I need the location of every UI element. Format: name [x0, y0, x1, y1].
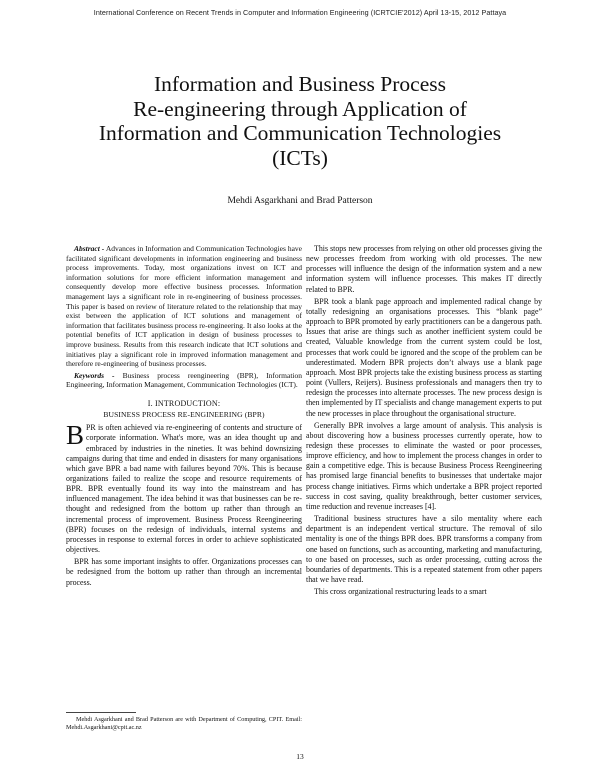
conference-header: International Conference on Recent Trends in Computer and Information Engineering (ICRTCIE'2012) April 13-15, 2012 Pattaya: [93, 8, 507, 17]
left-column: [66, 244, 302, 590]
abstract-label: Abstract -: [74, 244, 105, 253]
section-subheading: BUSINESS PROCESS RE-ENGINEERING (BPR): [103, 410, 265, 420]
authors: Mehdi Asgarkhani and Brad Patterson: [227, 196, 373, 206]
title-line: (ICTs): [272, 145, 328, 170]
body-paragraph: Generally BPR involves a large amount of analysis. This analysis is about discovering how a business processes currently operate, how to redesign these processes to eliminate the wasted or poor processes, improve efficiency, and how to implement the process changes in order to gain a competitive edge. This is because Business Process Reengineering has promised large financial benefits to businesses that undertake major process change initiatives. Firms which undertake a BPR project reported success in cost saving, quality breakthrough, better customer services, time reduction and revenue increases [4].: [306, 420, 542, 511]
right-column: [306, 244, 542, 599]
intro-paragraph: [66, 420, 302, 555]
author-footnote: Mehdi Asgarkhani and Brad Patterson are with Department of Computing, CPIT. Email: Mehdi.Asgarkhani@cpit.ac.nz: [66, 716, 302, 731]
title-line: Information and Business Process: [153, 72, 446, 96]
paper-title: [60, 72, 540, 170]
title-line: Re-engineering through Application of: [133, 96, 467, 121]
page-number: 13: [296, 752, 304, 761]
body-paragraph: This stops new processes from relying on other old processes giving the new processes freedom from working with old processes. The new processes will influence the design of the information system and a new information system will influence processes. This makes IT directly related to BPR.: [306, 244, 542, 294]
keywords: [66, 371, 302, 390]
drop-cap: B: [66, 420, 85, 451]
keywords-label: Keywords -: [74, 370, 115, 380]
abstract: [66, 244, 302, 369]
abstract-text: Advances in Information and Communication Technologies have facilitated significant developments in information engineering and business process improvements. Today, most organizations invest on ICT and information solutions for more efficient information management and consequently develop more effective business processes. Information management lays a significant role in re-engineering of business processes. This paper is based on review of literature related to the relationship that may exist between the application of ICT solutions and management of information that facilitates business process re-engineering. It also looks at the potential benefits of ICT application in design of business processes to improve business. Results from this research indicate that ICT solutions and initiatives play a significant role in improved information management and therefore re-engineering of business processes.: [66, 244, 302, 369]
keywords-text: Business process reengineering (BPR), Information Engineering, Information Management, Communication Technologies (ICT).: [66, 370, 303, 390]
footnote-rule: [66, 712, 136, 713]
body-paragraph: Traditional business structures have a silo mentality where each department is an independent vertical structure. The removal of silo mentality is one of the things BPR does. BPR transforms a company from one based on functions, such as accounting, marketing and manufacturing, to one based on processes, such as order processing, cutting across the boundaries of departments. This is a repeated statement from other papers that we have read.: [306, 514, 542, 584]
body-paragraph: This cross organizational restructuring leads to a smart: [314, 587, 487, 597]
title-line: Information and Communication Technologies: [98, 121, 502, 145]
body-paragraph: BPR has some important insights to offer. Organizations processes can be redesigned from the bottom up rather than through an incremental process.: [66, 557, 302, 587]
section-heading: I. INTRODUCTION:: [147, 398, 221, 408]
intro-paragraph-text: PR is often achieved via re-engineering of contents and structure of corporate information. What's more, was an idea thought up and embraced by industries in the nineties. It was behind downsizing campaigns during that time and ended in disasters for many organisations which gave BPR a bad name with failures beyond 70%. This is because organizations failed to realize the scope and resource requirements of BPR. BPR eventually found its way into the mainstream and has influenced management. The idea behind it was that businesses can be re-thought and redesigned from the bottom up rather than through an incremental process of improvement. Business Process Reengineering (BPR) focuses on the redesign of individuals, internal systems and processes in response to external forces in order to achieve sophisticated objectives.: [66, 423, 302, 555]
body-paragraph: BPR took a blank page approach and implemented radical change by totally redesigning an organisations processes. This “blank page” approach to BPR promoted by early practitioners can be a dangerous path. Issues that arise are things such as another inefficient system could be created, Valuable knowledge from the current system could be lost, processes that work could be ignored and the scope of the problem can be underestimated. Modern BPR projects don’t always use a blank page approach. Most BPR projects take the existing business process as starting point (Vullers, Reijers). Business professionals and managers then try to redesign the processes into alternate processes. The new process design is then implemented by IT specialists and change management experts to put the new processes in place throughout the organisational structure.: [306, 296, 542, 418]
